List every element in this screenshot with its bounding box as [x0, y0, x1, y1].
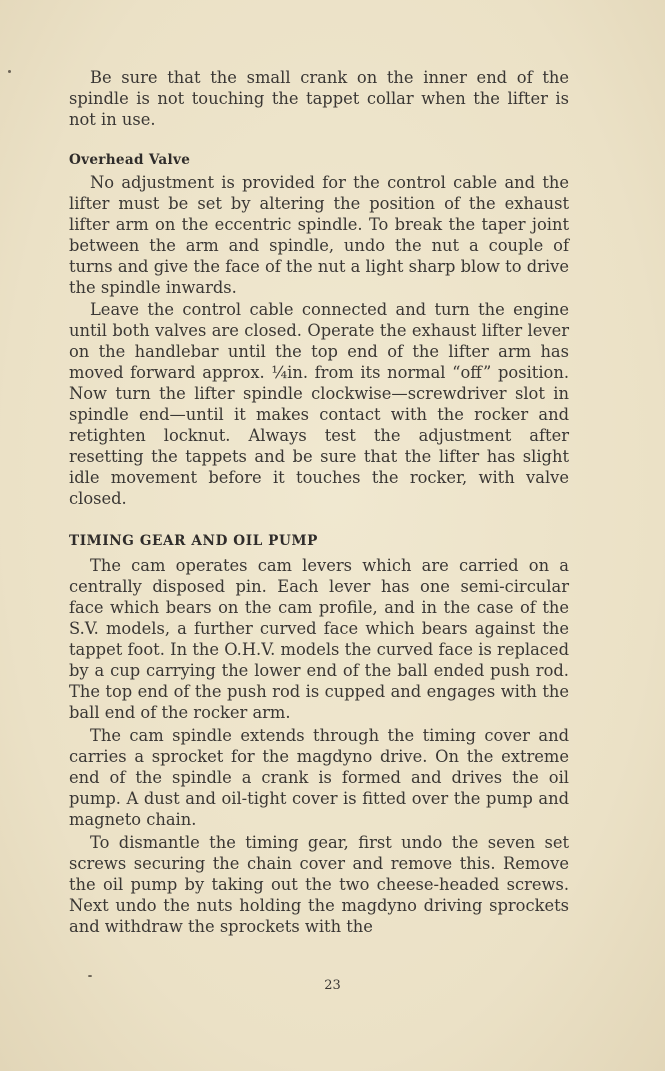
paper-speck — [8, 70, 11, 73]
timing-gear-paragraph-1: The cam operates cam levers which are carried on a centrally disposed pin. Each lever has one semi-circular face which bears on the cam profile, and in the case of the S.V. models, a further curved face which bears against the tappet foot. In the O.H.V. models the curved face is replaced by a cup carrying the lower end of the ball ended push rod. The top end of the push rod is cupped and engages with the ball end of the rocker arm. — [69, 556, 569, 722]
overhead-valve-paragraph-1: No adjustment is provided for the control cable and the lifter must be set by altering the position of the exhaust lifter arm on the eccentric spindle. To break the taper joint between the arm and spindle, undo the nut a couple of turns and give the face of the nut a light sharp blow to drive the spindle inwards. — [69, 173, 569, 297]
overhead-valve-section — [69, 150, 569, 509]
intro-paragraph: Be sure that the small crank on the inner end of the spindle is not touching the tappet collar when the lifter is not in use. — [69, 68, 569, 129]
paper-speck — [88, 975, 92, 977]
timing-gear-section — [69, 531, 569, 937]
page-number: 23 — [324, 978, 341, 993]
section-heading-overhead-valve: Overhead Valve — [69, 152, 191, 168]
section-heading-timing-gear: TIMING GEAR AND OIL PUMP — [69, 533, 318, 549]
overhead-valve-paragraph-2: Leave the control cable connected and turn the engine until both valves are closed. Operate the exhaust lifter lever on the handlebar until the top end of the lifter arm has moved forward approx. ¼in. from its normal “off” position. Now turn the lifter spindle clockwise—screwdriver slot in spindle end—until it makes contact with the rocker and retighten locknut. Always test the adjustment after resetting the tappets and be sure that the lifter has slight idle movement before it touches the rocker, with valve closed. — [69, 300, 569, 508]
timing-gear-paragraph-3: To dismantle the timing gear, first undo the seven set screws securing the chain cover and remove this. Remove the oil pump by taking out the two cheese-headed screws. Next undo the nuts holding the magdyno driving sprockets and withdraw the sprockets with the — [69, 833, 569, 936]
timing-gear-paragraph-2: The cam spindle extends through the timing cover and carries a sprocket for the magdyno drive. On the extreme end of the spindle a crank is formed and drives the oil pump. A dust and oil-tight cover is fitted over the pump and magneto chain. — [69, 726, 569, 829]
intro-block — [69, 67, 569, 130]
